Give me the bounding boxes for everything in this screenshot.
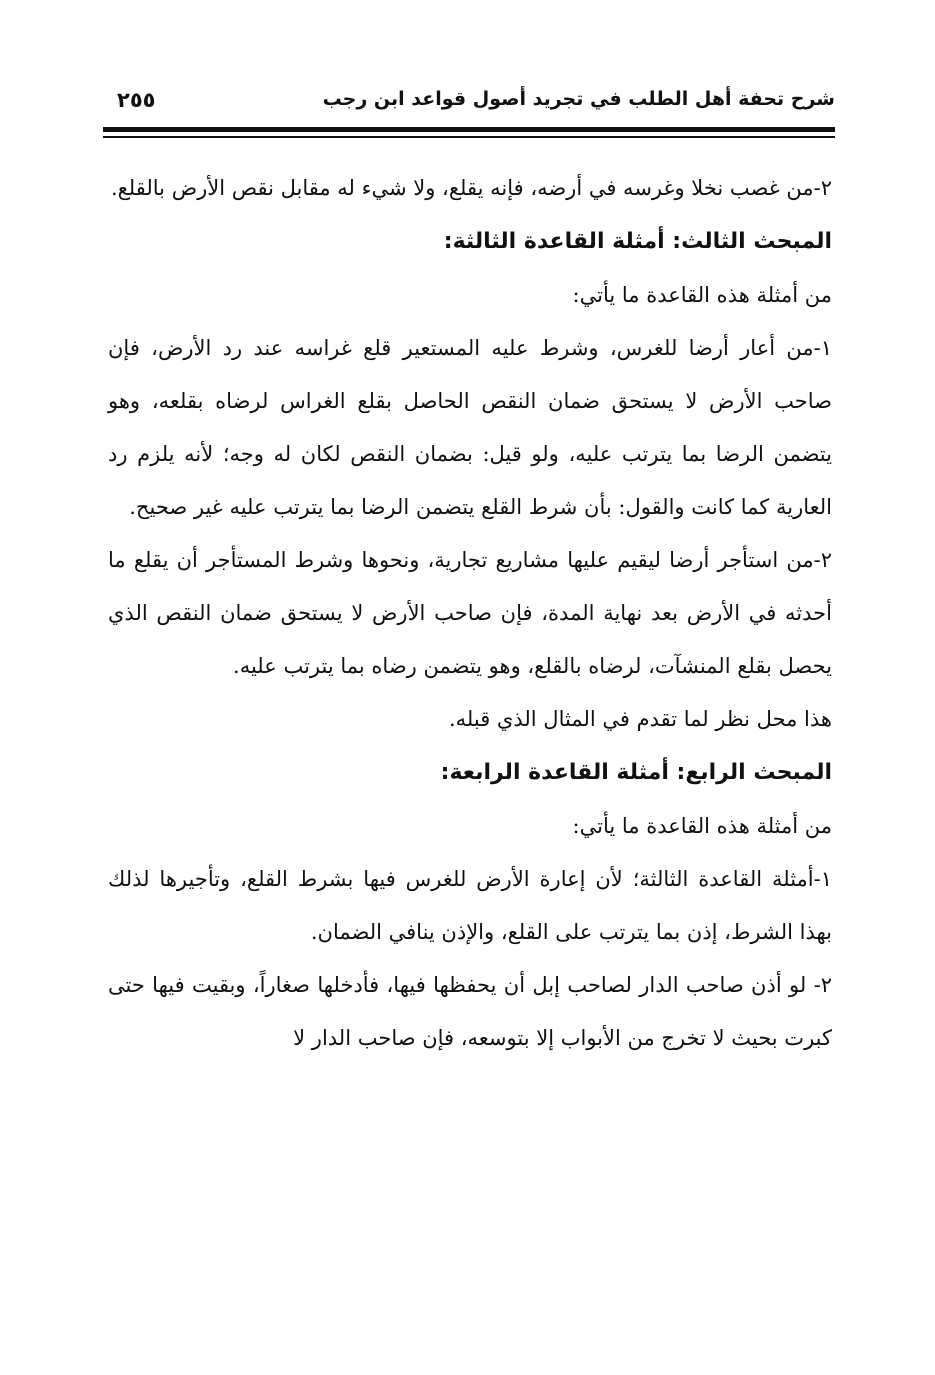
header-rule-thin (103, 136, 835, 138)
paragraph-6: من أمثلة هذه القاعدة ما يأتي: (572, 814, 832, 838)
paragraph-3: ١-من أعار أرضا للغرس، وشرط عليه المستعير قلع غراسه عند رد الأرض، فإن صاحب الأرض لا يستحق ضمان النقص الحاصل بقلع الغراس لرضاه بقلعه، وهو يتضمن الرضا بما يترتب عليه، ولو قيل: بضمان النقص لكان له وجه؛ لأنه يلزم رد العارية كما كانت والقول: بأن شرط القلع يتضمن الرضا بما يترتب عليه غير صحيح. (108, 336, 832, 519)
header-rule-thick (103, 127, 835, 132)
paragraph-4: ٢-من استأجر أرضا ليقيم عليها مشاريع تجارية، ونحوها وشرط المستأجر أن يقلع ما أحدثه في الأرض بعد نهاية المدة، فإن صاحب الأرض لا يستحق ضمان النقص الذي يحصل بقلع المنشآت، لرضاه بالقلع، وهو يتضمن رضاه بما يترتب عليه. (108, 548, 832, 678)
page-body (108, 162, 832, 1065)
section-heading-3: المبحث الثالث: أمثلة القاعدة الثالثة: (443, 229, 832, 254)
running-title: شرح تحفة أهل الطلب في تجريد أصول قواعد ابن رجب (322, 88, 835, 110)
section-heading-4: المبحث الرابع: أمثلة القاعدة الرابعة: (440, 760, 832, 785)
paragraph-7: ١-أمثلة القاعدة الثالثة؛ لأن إعارة الأرض للغرس فيها بشرط القلع، وتأجيرها لذلك بهذا الشرط، إذن بما يترتب على القلع، والإذن ينافي الضمان. (108, 867, 832, 944)
page-number: ٢٥٥ (117, 88, 156, 112)
paragraph-5: هذا محل نظر لما تقدم في المثال الذي قبله. (449, 707, 832, 731)
paragraph-2: من أمثلة هذه القاعدة ما يأتي: (572, 283, 832, 307)
paragraph-8: ٢- لو أذن صاحب الدار لصاحب إبل أن يحفظها فيها، فأدخلها صغاراً، وبقيت فيها حتى كبرت بحيث لا تخرج من الأبواب إلا بتوسعه، فإن صاحب الدار لا (108, 973, 832, 1050)
page-header (103, 86, 835, 126)
paragraph-1: ٢-من غصب نخلا وغرسه في أرضه، فإنه يقلع، ولا شيء له مقابل نقص الأرض بالقلع. (110, 176, 832, 200)
